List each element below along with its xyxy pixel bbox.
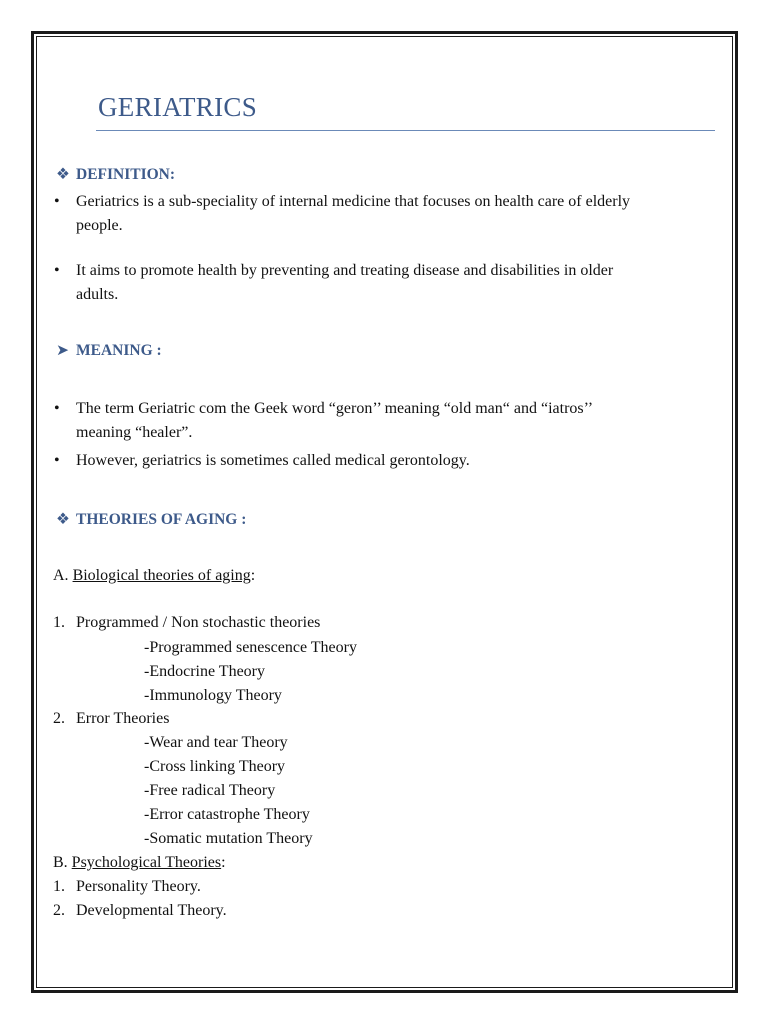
list-2-sub-item: -Wear and tear Theory [144,734,288,751]
bullet-dot-icon: • [54,400,60,417]
diamond-bullet-icon: ❖ [56,166,70,183]
section-a-label: Biological theories of aging [72,567,251,584]
list-1-number: 1. [53,614,65,631]
bullet-dot-icon: • [54,193,60,210]
list-2-sub-item: -Somatic mutation Theory [144,830,313,847]
bullet-dot-icon: • [54,452,60,469]
section-b-prefix: B. [53,854,72,871]
list-1-sub-item: -Immunology Theory [144,687,282,704]
page-title: GERIATRICS [98,92,258,122]
definition-bullet-1-line-1: Geriatrics is a sub-speciality of internal medicine that focuses on health care of elderly [76,193,631,210]
list-2-sub-item: -Error catastrophe Theory [144,806,310,823]
definition-heading-text: DEFINITION: [76,166,176,183]
list-b-item: Personality Theory. [76,878,201,895]
definition-bullet-2-line-1: It aims to promote health by preventing and treating disease and disabilities in older [76,262,614,279]
section-a-prefix: A. [53,567,73,584]
section-b-label: Psychological Theories [71,854,222,871]
bullet-dot-icon: • [54,262,60,279]
meaning-bullet-1-line-2: meaning “healer”. [76,424,193,441]
definition-heading [56,163,175,187]
list-b-number: 2. [53,902,65,919]
definition-bullet-1-line-2: people. [76,217,123,234]
list-b-item: Developmental Theory. [76,902,227,919]
list-2-sub-item: -Free radical Theory [144,782,276,799]
theories-heading-text: THEORIES OF AGING : [76,511,247,528]
list-1-sub-item: -Programmed senescence Theory [144,639,357,656]
title-underline [96,130,715,131]
meaning-heading [56,339,162,363]
list-2-text: Error Theories [76,710,170,727]
section-a-suffix: : [250,567,256,584]
list-b-number: 1. [53,878,65,895]
meaning-bullet-1-line-1: The term Geriatric com the Geek word “geron’’ meaning “old man“ and “iatros’’ [76,400,594,417]
definition-bullet-2-line-2: adults. [76,286,119,303]
theories-heading [56,508,246,532]
meaning-heading-text: MEANING : [76,342,162,359]
arrow-bullet-icon: ➤ [56,342,69,359]
list-2-number: 2. [53,710,65,727]
section-b-heading [53,851,226,875]
section-b-suffix: : [221,854,226,871]
list-1-text: Programmed / Non stochastic theories [76,614,321,631]
meaning-bullet-2: However, geriatrics is sometimes called medical gerontology. [76,452,470,469]
section-a-heading [53,564,255,588]
list-1-sub-item: -Endocrine Theory [144,663,265,680]
list-2-sub-item: -Cross linking Theory [144,758,286,775]
diamond-bullet-icon: ❖ [56,511,70,528]
